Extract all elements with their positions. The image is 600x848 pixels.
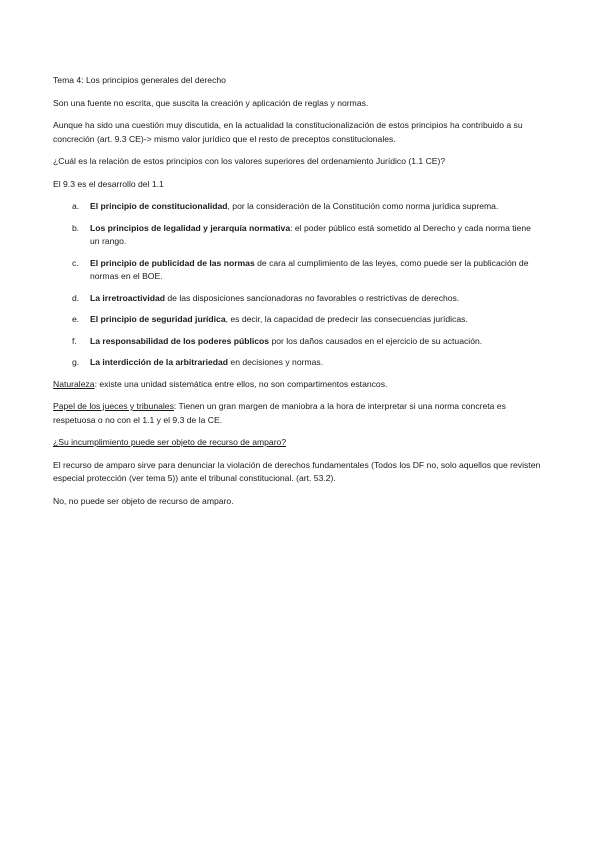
list-marker: g. xyxy=(72,357,80,367)
principle-name: La responsabilidad de los poderes públicos xyxy=(90,335,270,346)
list-item xyxy=(53,200,548,214)
principle-name: La irretroactividad xyxy=(90,292,165,303)
principles-list xyxy=(53,200,548,370)
principle-name: El principio de seguridad jurídica xyxy=(90,314,226,324)
principle-name: El principio de publicidad de las normas xyxy=(90,257,255,268)
list-item xyxy=(53,292,548,306)
list-item xyxy=(53,356,548,370)
list-marker: d. xyxy=(72,292,80,303)
principle-description: en decisiones y normas. xyxy=(228,357,324,367)
papel-text: : Tienen un gran margen de maniobra a la hora de interpretar si una norma concreta es respetuosa o no con el 1.1 y el 9.3 de la CE. xyxy=(53,401,506,425)
conclusion-paragraph: No, no puede ser objeto de recurso de amparo. xyxy=(53,495,234,506)
list-marker: e. xyxy=(72,314,80,324)
list-marker: a. xyxy=(72,201,80,211)
list-item xyxy=(53,335,548,349)
principle-description: , por la consideración de la Constitución como norma jurídica suprema. xyxy=(227,201,499,211)
principle-name: El principio de constitucionalidad xyxy=(90,201,228,211)
intro-paragraph: Son una fuente no escrita, que suscita la creación y aplicación de reglas y normas. xyxy=(53,97,369,108)
document-title: Tema 4: Los principios generales del derecho xyxy=(53,75,226,85)
principle-description: por los daños causados en el ejercicio de su actuación. xyxy=(269,335,483,346)
principle-description: : el poder público está sometido al Derecho y cada norma tiene un rango. xyxy=(90,222,531,246)
principle-description: , es decir, la capacidad de predecir las consecuencias jurídicas. xyxy=(225,314,468,324)
question-amparo xyxy=(53,436,548,450)
papel-paragraph xyxy=(53,400,548,427)
naturaleza-text: : existe una unidad sistemática entre ellos, no son compartimentos estancos. xyxy=(94,378,388,389)
question-relation: ¿Cuál es la relación de estos principios con los valores superiores del ordenamiento Jurídico (1.1 CE)? xyxy=(53,156,446,166)
list-item xyxy=(53,313,548,327)
list-marker: f. xyxy=(72,335,77,346)
naturaleza-label: Naturaleza xyxy=(53,378,95,389)
principle-name: La interdicción de la arbitrariedad xyxy=(90,357,229,367)
principle-name: Los principios de legalidad y jerarquía normativa xyxy=(90,222,291,233)
question-amparo-text: ¿Su incumplimiento puede ser objeto de recurso de amparo? xyxy=(53,437,287,447)
list-item xyxy=(53,257,548,284)
list-item xyxy=(53,222,548,249)
papel-label: Papel de los jueces y tribunales xyxy=(53,401,174,411)
principle-description: de cara al cumplimiento de las leyes, como puede ser la publicación de normas en el BOE. xyxy=(90,257,529,281)
list-marker: c. xyxy=(72,257,79,268)
context-paragraph: Aunque ha sido una cuestión muy discutida, en la actualidad la constitucionalización de estos principios ha contribuido a su concreción (art. 9.3 CE)-> mismo valor jurídico que el resto de preceptos constitucionales. xyxy=(53,120,523,144)
amparo-paragraph: El recurso de amparo sirve para denunciar la violación de derechos fundamentales (Todos los DF no, solo aquellos que revisten especial protección (ver tema 5)) ante el tribunal constitucional. (art. 53.2). xyxy=(53,459,541,483)
principle-description: de las disposiciones sancionadoras no favorables o restrictivas de derechos. xyxy=(164,292,460,303)
naturaleza-paragraph xyxy=(53,378,548,392)
answer-relation: El 9.3 es el desarrollo del 1.1 xyxy=(53,178,164,189)
list-marker: b. xyxy=(72,222,80,233)
